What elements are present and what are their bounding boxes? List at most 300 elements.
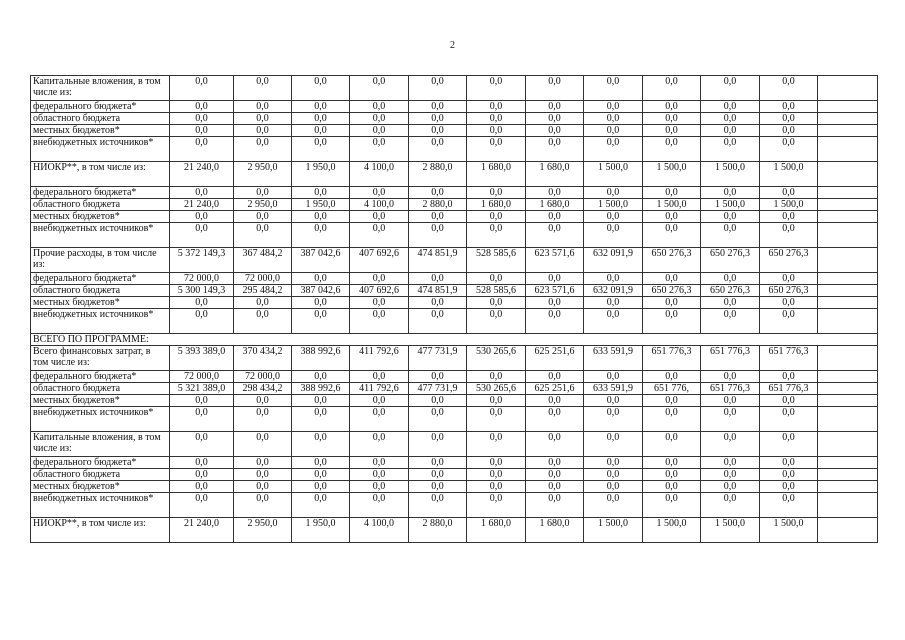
value-cell: 0,0 (701, 493, 760, 518)
row-label: местных бюджетов* (31, 125, 170, 137)
value-cell: 0,0 (170, 187, 234, 199)
value-cell: 0,0 (350, 309, 409, 334)
value-cell: 0,0 (350, 371, 409, 383)
value-cell: 0,0 (526, 493, 584, 518)
value-cell: 0,0 (760, 309, 818, 334)
row-label: федерального бюджета* (31, 273, 170, 285)
value-cell: 0,0 (643, 125, 701, 137)
value-cell: 0,0 (409, 395, 467, 407)
value-cell: 0,0 (467, 187, 526, 199)
section-header-row (31, 334, 878, 346)
row-label: внебюджетных источников* (31, 309, 170, 334)
row-label: Капитальные вложения, в том числе из: (31, 76, 170, 101)
value-cell: 0,0 (584, 76, 643, 101)
value-cell: 0,0 (170, 481, 234, 493)
value-cell: 0,0 (584, 469, 643, 481)
value-cell: 650 276,3 (760, 285, 818, 297)
value-cell: 0,0 (467, 432, 526, 457)
value-cell: 0,0 (292, 76, 350, 101)
value-cell: 0,0 (584, 125, 643, 137)
value-cell: 2 950,0 (234, 162, 292, 187)
row-label: внебюджетных источников* (31, 223, 170, 248)
table-row (31, 125, 878, 137)
value-cell: 0,0 (701, 457, 760, 469)
value-cell: 72 000,0 (170, 273, 234, 285)
value-cell: 0,0 (467, 137, 526, 162)
value-cell: 0,0 (701, 211, 760, 223)
value-cell: 0,0 (292, 371, 350, 383)
value-cell: 411 792,6 (350, 383, 409, 395)
table-row (31, 199, 878, 211)
value-cell: 5 300 149,3 (170, 285, 234, 297)
value-cell: 0,0 (467, 371, 526, 383)
value-cell: 0,0 (350, 187, 409, 199)
value-cell: 1 680,0 (526, 162, 584, 187)
value-cell: 477 731,9 (409, 383, 467, 395)
value-cell: 651 776,3 (643, 346, 701, 371)
value-cell: 2 880,0 (409, 518, 467, 543)
value-cell: 0,0 (350, 407, 409, 432)
row-label: внебюджетных источников* (31, 407, 170, 432)
value-cell: 0,0 (701, 113, 760, 125)
value-cell: 0,0 (292, 211, 350, 223)
empty-cell (818, 162, 878, 187)
value-cell: 0,0 (467, 407, 526, 432)
value-cell: 0,0 (409, 187, 467, 199)
value-cell: 0,0 (584, 113, 643, 125)
table-row (31, 137, 878, 162)
value-cell: 0,0 (409, 407, 467, 432)
value-cell: 0,0 (643, 493, 701, 518)
value-cell: 1 500,0 (760, 199, 818, 211)
value-cell: 295 484,2 (234, 285, 292, 297)
value-cell: 474 851,9 (409, 248, 467, 273)
table-row (31, 395, 878, 407)
value-cell: 0,0 (170, 223, 234, 248)
value-cell: 0,0 (526, 481, 584, 493)
value-cell: 0,0 (292, 395, 350, 407)
value-cell: 0,0 (760, 371, 818, 383)
value-cell: 1 950,0 (292, 162, 350, 187)
value-cell: 0,0 (292, 493, 350, 518)
value-cell: 0,0 (584, 432, 643, 457)
empty-cell (818, 125, 878, 137)
value-cell: 650 276,3 (643, 285, 701, 297)
value-cell: 0,0 (643, 371, 701, 383)
empty-cell (818, 518, 878, 543)
value-cell: 367 484,2 (234, 248, 292, 273)
value-cell: 0,0 (584, 223, 643, 248)
value-cell: 0,0 (292, 457, 350, 469)
row-label: федерального бюджета* (31, 187, 170, 199)
value-cell: 4 100,0 (350, 162, 409, 187)
value-cell: 0,0 (760, 457, 818, 469)
value-cell: 0,0 (292, 481, 350, 493)
value-cell: 387 042,6 (292, 248, 350, 273)
value-cell: 0,0 (760, 407, 818, 432)
value-cell: 0,0 (526, 309, 584, 334)
value-cell: 633 591,9 (584, 383, 643, 395)
value-cell: 0,0 (409, 457, 467, 469)
empty-cell (818, 76, 878, 101)
value-cell: 0,0 (350, 432, 409, 457)
value-cell: 0,0 (467, 481, 526, 493)
value-cell: 0,0 (234, 493, 292, 518)
value-cell: 1 680,0 (526, 199, 584, 211)
value-cell: 0,0 (292, 137, 350, 162)
value-cell: 0,0 (643, 187, 701, 199)
value-cell: 0,0 (350, 223, 409, 248)
budget-table (30, 75, 878, 543)
row-label: Всего финансовых затрат, в том числе из: (31, 346, 170, 371)
value-cell: 407 692,6 (350, 248, 409, 273)
value-cell: 0,0 (467, 493, 526, 518)
value-cell: 1 950,0 (292, 199, 350, 211)
value-cell: 0,0 (760, 101, 818, 113)
value-cell: 0,0 (292, 469, 350, 481)
value-cell: 0,0 (350, 273, 409, 285)
value-cell: 0,0 (170, 407, 234, 432)
value-cell: 0,0 (234, 297, 292, 309)
row-label: местных бюджетов* (31, 211, 170, 223)
value-cell: 0,0 (701, 297, 760, 309)
value-cell: 0,0 (409, 125, 467, 137)
value-cell: 651 776,3 (760, 346, 818, 371)
row-label: федерального бюджета* (31, 101, 170, 113)
value-cell: 1 500,0 (701, 162, 760, 187)
value-cell: 0,0 (643, 211, 701, 223)
value-cell: 0,0 (467, 76, 526, 101)
value-cell: 0,0 (760, 469, 818, 481)
empty-cell (818, 481, 878, 493)
value-cell: 0,0 (409, 371, 467, 383)
value-cell: 651 776,3 (760, 383, 818, 395)
value-cell: 0,0 (467, 309, 526, 334)
value-cell: 0,0 (170, 101, 234, 113)
value-cell: 388 992,6 (292, 346, 350, 371)
empty-cell (818, 493, 878, 518)
value-cell: 0,0 (409, 481, 467, 493)
value-cell: 0,0 (760, 395, 818, 407)
value-cell: 650 276,3 (701, 285, 760, 297)
value-cell: 0,0 (526, 432, 584, 457)
value-cell: 1 680,0 (467, 199, 526, 211)
row-label: внебюджетных источников* (31, 137, 170, 162)
page-number: 2 (450, 40, 455, 51)
value-cell: 623 571,6 (526, 248, 584, 273)
value-cell: 1 500,0 (643, 518, 701, 543)
value-cell: 1 500,0 (760, 162, 818, 187)
value-cell: 0,0 (526, 137, 584, 162)
value-cell: 0,0 (643, 469, 701, 481)
empty-cell (818, 395, 878, 407)
value-cell: 0,0 (526, 407, 584, 432)
row-label: внебюджетных источников* (31, 493, 170, 518)
value-cell: 0,0 (526, 395, 584, 407)
value-cell: 4 100,0 (350, 518, 409, 543)
value-cell: 0,0 (584, 395, 643, 407)
value-cell: 1 500,0 (584, 518, 643, 543)
value-cell: 0,0 (409, 211, 467, 223)
value-cell: 0,0 (409, 113, 467, 125)
value-cell: 411 792,6 (350, 346, 409, 371)
value-cell: 0,0 (701, 395, 760, 407)
table-row (31, 223, 878, 248)
value-cell: 72 000,0 (170, 371, 234, 383)
value-cell: 0,0 (467, 457, 526, 469)
value-cell: 0,0 (292, 187, 350, 199)
value-cell: 0,0 (350, 469, 409, 481)
value-cell: 0,0 (292, 309, 350, 334)
table-row (31, 76, 878, 101)
value-cell: 370 434,2 (234, 346, 292, 371)
table-row (31, 383, 878, 395)
value-cell: 0,0 (760, 481, 818, 493)
value-cell: 0,0 (350, 395, 409, 407)
value-cell: 0,0 (170, 432, 234, 457)
value-cell: 0,0 (701, 101, 760, 113)
value-cell: 0,0 (350, 101, 409, 113)
value-cell: 0,0 (643, 309, 701, 334)
row-label: НИОКР**, в том числе из: (31, 518, 170, 543)
empty-cell (818, 457, 878, 469)
row-label: федерального бюджета* (31, 457, 170, 469)
value-cell: 5 321 389,0 (170, 383, 234, 395)
value-cell: 0,0 (584, 187, 643, 199)
value-cell: 0,0 (584, 101, 643, 113)
empty-cell (818, 469, 878, 481)
value-cell: 0,0 (170, 76, 234, 101)
value-cell: 2 950,0 (234, 518, 292, 543)
value-cell: 0,0 (409, 297, 467, 309)
empty-cell (818, 297, 878, 309)
value-cell: 0,0 (643, 76, 701, 101)
value-cell: 0,0 (234, 469, 292, 481)
value-cell: 0,0 (170, 137, 234, 162)
row-label: Капитальные вложения, в том числе из: (31, 432, 170, 457)
value-cell: 0,0 (234, 101, 292, 113)
value-cell: 0,0 (350, 137, 409, 162)
empty-cell (818, 187, 878, 199)
empty-cell (818, 285, 878, 297)
value-cell: 0,0 (170, 457, 234, 469)
table-row (31, 101, 878, 113)
value-cell: 0,0 (409, 493, 467, 518)
value-cell: 0,0 (643, 101, 701, 113)
value-cell: 298 434,2 (234, 383, 292, 395)
row-label: местных бюджетов* (31, 481, 170, 493)
value-cell: 0,0 (234, 187, 292, 199)
value-cell: 650 276,3 (643, 248, 701, 273)
value-cell: 2 950,0 (234, 199, 292, 211)
value-cell: 1 680,0 (467, 162, 526, 187)
empty-cell (818, 273, 878, 285)
table-row (31, 432, 878, 457)
value-cell: 0,0 (234, 395, 292, 407)
value-cell: 0,0 (643, 223, 701, 248)
value-cell: 0,0 (760, 137, 818, 162)
value-cell: 650 276,3 (760, 248, 818, 273)
value-cell: 0,0 (234, 137, 292, 162)
value-cell: 0,0 (467, 113, 526, 125)
value-cell: 0,0 (170, 309, 234, 334)
value-cell: 1 500,0 (760, 518, 818, 543)
empty-cell (818, 371, 878, 383)
value-cell: 530 265,6 (467, 346, 526, 371)
value-cell: 0,0 (643, 395, 701, 407)
value-cell: 1 500,0 (584, 162, 643, 187)
table-row (31, 493, 878, 518)
value-cell: 0,0 (584, 273, 643, 285)
value-cell: 0,0 (292, 101, 350, 113)
value-cell: 0,0 (467, 211, 526, 223)
budget-table-body (31, 76, 878, 543)
value-cell: 0,0 (170, 395, 234, 407)
value-cell: 0,0 (234, 432, 292, 457)
empty-cell (818, 137, 878, 162)
value-cell: 1 950,0 (292, 518, 350, 543)
value-cell: 5 372 149,3 (170, 248, 234, 273)
value-cell: 650 276,3 (701, 248, 760, 273)
value-cell: 0,0 (170, 113, 234, 125)
row-label: местных бюджетов* (31, 395, 170, 407)
value-cell: 21 240,0 (170, 518, 234, 543)
value-cell: 0,0 (701, 407, 760, 432)
value-cell: 0,0 (350, 297, 409, 309)
value-cell: 625 251,6 (526, 383, 584, 395)
value-cell: 625 251,6 (526, 346, 584, 371)
value-cell: 0,0 (170, 493, 234, 518)
value-cell: 4 100,0 (350, 199, 409, 211)
value-cell: 651 776,3 (701, 346, 760, 371)
value-cell: 387 042,6 (292, 285, 350, 297)
value-cell: 0,0 (526, 125, 584, 137)
value-cell: 474 851,9 (409, 285, 467, 297)
value-cell: 0,0 (526, 76, 584, 101)
value-cell: 0,0 (760, 113, 818, 125)
value-cell: 72 000,0 (234, 371, 292, 383)
row-label: областного бюджета (31, 199, 170, 211)
empty-cell (818, 113, 878, 125)
value-cell: 0,0 (409, 137, 467, 162)
value-cell: 0,0 (584, 481, 643, 493)
value-cell: 0,0 (234, 125, 292, 137)
value-cell: 0,0 (760, 211, 818, 223)
table-row (31, 297, 878, 309)
value-cell: 0,0 (292, 113, 350, 125)
value-cell: 0,0 (170, 125, 234, 137)
value-cell: 0,0 (467, 125, 526, 137)
value-cell: 0,0 (467, 101, 526, 113)
value-cell: 0,0 (467, 297, 526, 309)
table-row (31, 457, 878, 469)
value-cell: 21 240,0 (170, 199, 234, 211)
value-cell: 0,0 (701, 76, 760, 101)
value-cell: 0,0 (584, 297, 643, 309)
value-cell: 0,0 (350, 481, 409, 493)
value-cell: 0,0 (701, 469, 760, 481)
value-cell: 0,0 (292, 273, 350, 285)
value-cell: 0,0 (292, 407, 350, 432)
table-row (31, 371, 878, 383)
value-cell: 0,0 (409, 469, 467, 481)
value-cell: 632 091,9 (584, 248, 643, 273)
value-cell: 0,0 (584, 407, 643, 432)
value-cell: 0,0 (170, 211, 234, 223)
value-cell: 0,0 (350, 493, 409, 518)
value-cell: 0,0 (526, 371, 584, 383)
value-cell: 0,0 (760, 297, 818, 309)
value-cell: 0,0 (350, 125, 409, 137)
empty-cell (818, 407, 878, 432)
table-row (31, 273, 878, 285)
value-cell: 1 500,0 (701, 199, 760, 211)
value-cell: 0,0 (234, 76, 292, 101)
value-cell: 0,0 (526, 113, 584, 125)
value-cell: 0,0 (526, 297, 584, 309)
value-cell: 0,0 (584, 493, 643, 518)
empty-cell (818, 432, 878, 457)
value-cell: 1 500,0 (584, 199, 643, 211)
value-cell: 0,0 (701, 273, 760, 285)
value-cell: 0,0 (409, 76, 467, 101)
value-cell: 1 500,0 (643, 199, 701, 211)
empty-cell (818, 199, 878, 211)
value-cell: 0,0 (584, 309, 643, 334)
empty-cell (818, 211, 878, 223)
value-cell: 21 240,0 (170, 162, 234, 187)
value-cell: 0,0 (350, 457, 409, 469)
value-cell: 0,0 (526, 469, 584, 481)
value-cell: 0,0 (701, 371, 760, 383)
value-cell: 0,0 (701, 481, 760, 493)
value-cell: 477 731,9 (409, 346, 467, 371)
value-cell: 2 880,0 (409, 162, 467, 187)
value-cell: 0,0 (643, 297, 701, 309)
value-cell: 651 776, (643, 383, 701, 395)
row-label: областного бюджета (31, 469, 170, 481)
table-row (31, 346, 878, 371)
empty-cell (818, 248, 878, 273)
row-label: федерального бюджета* (31, 371, 170, 383)
table-row (31, 407, 878, 432)
value-cell: 0,0 (584, 137, 643, 162)
table-row (31, 481, 878, 493)
value-cell: 0,0 (643, 457, 701, 469)
value-cell: 0,0 (701, 309, 760, 334)
empty-cell (818, 383, 878, 395)
value-cell: 0,0 (350, 211, 409, 223)
value-cell: 0,0 (170, 297, 234, 309)
value-cell: 0,0 (292, 223, 350, 248)
table-row (31, 248, 878, 273)
value-cell: 0,0 (643, 137, 701, 162)
empty-cell (818, 101, 878, 113)
value-cell: 0,0 (234, 457, 292, 469)
table-row (31, 518, 878, 543)
value-cell: 0,0 (467, 395, 526, 407)
value-cell: 0,0 (526, 211, 584, 223)
value-cell: 0,0 (701, 187, 760, 199)
value-cell: 528 585,6 (467, 285, 526, 297)
value-cell: 0,0 (467, 469, 526, 481)
value-cell: 0,0 (643, 113, 701, 125)
value-cell: 72 000,0 (234, 273, 292, 285)
value-cell: 0,0 (701, 223, 760, 248)
table-row (31, 309, 878, 334)
row-label: Прочие расходы, в том числе из: (31, 248, 170, 273)
value-cell: 0,0 (234, 113, 292, 125)
